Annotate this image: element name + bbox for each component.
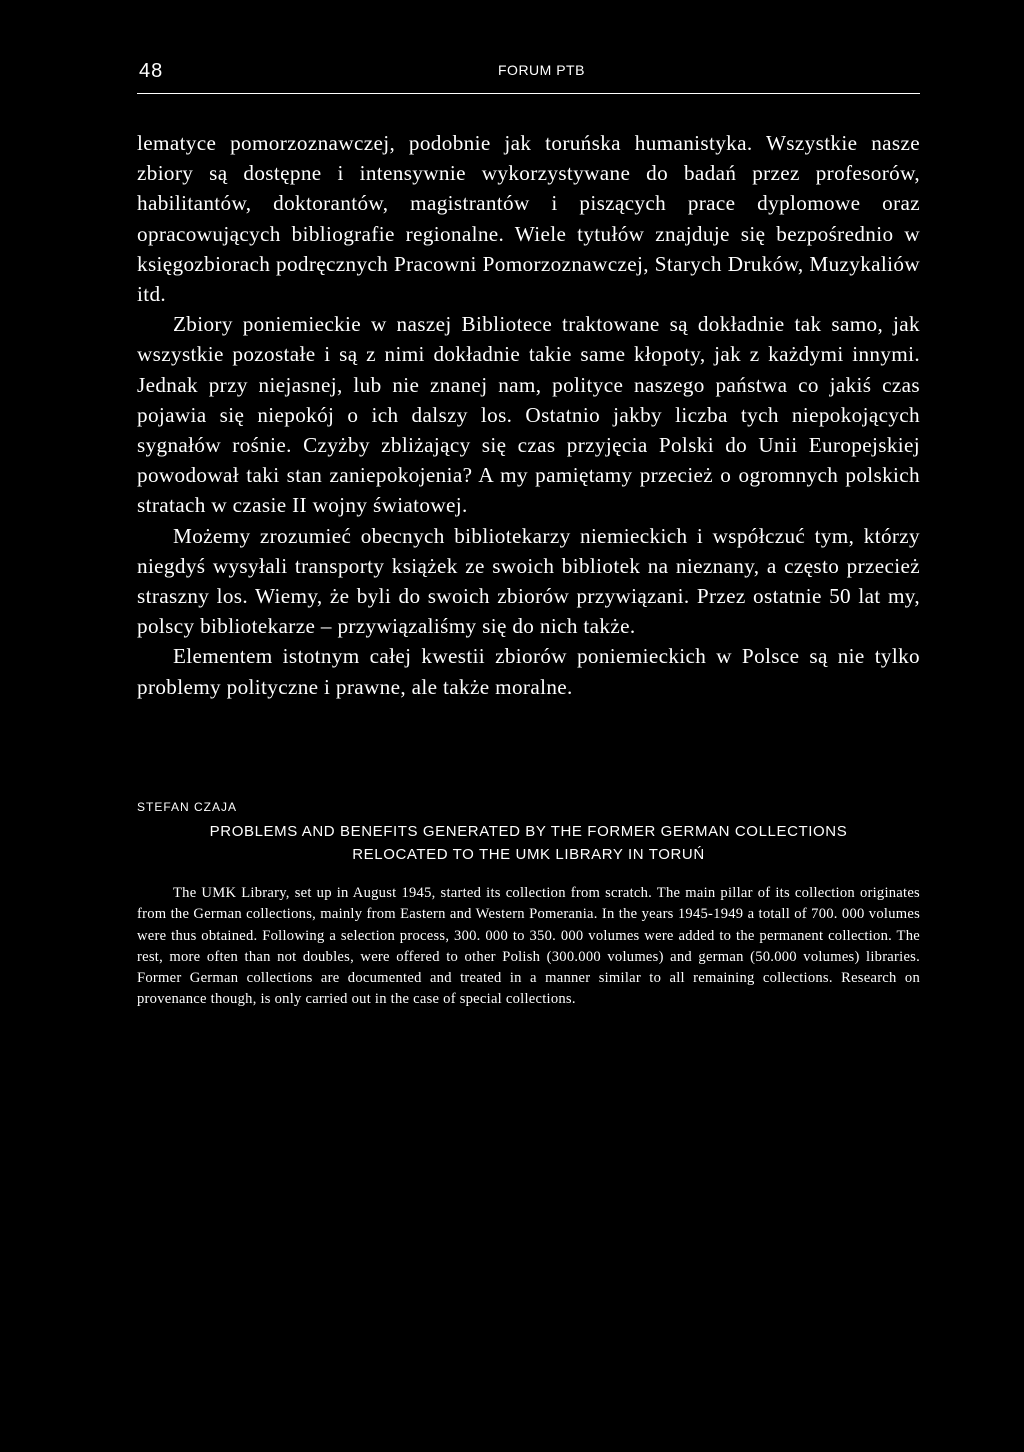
abstract-title (137, 820, 920, 866)
page-number: 48 (139, 60, 164, 82)
abstract-author: STEFAN CZAJA (137, 800, 238, 814)
body-paragraph: Możemy zrozumieć obecnych bibliotekarzy niemieckich i współczuć tym, którzy niegdyś wysyłali transporty książek ze swoich bibliotek na nieznany, a często przecież straszny los. Wiemy, że byli do swoich zbiorów przywiązani. Przez ostatnie 50 lat my, polscy bibliotekarze – przywiązaliśmy się do nich także. (137, 523, 920, 639)
journal-title: FORUM PTB (498, 62, 585, 78)
running-header (137, 58, 920, 88)
body-paragraph: lematyce pomorzoznawczej, podobnie jak toruńska humanistyka. Wszystkie nasze zbiory są dostępne i intensywnie wykorzystywane do badań przez profesorów, habilitantów, doktorantów, magistrantów i piszących prace dyplomowe oraz opracowujących bibliografie regionalne. Wiele tytułów znajduje się bezpośrednio w księgozbiorach podręcznych Pracowni Pomorzoznawczej, Starych Druków, Muzykaliów itd. (137, 131, 920, 307)
abstract-title-line: PROBLEMS AND BENEFITS GENERATED BY THE FORMER GERMAN COLLECTIONS (209, 823, 848, 840)
body-paragraph: Zbiory poniemieckie w naszej Bibliotece traktowane są dokładnie tak samo, jak wszystkie pozostałe i są z nimi dokładnie takie same kłopoty, jak z każdymi innymi. Jednak przy niejasnej, lub nie znanej nam, polityce naszego państwa co jakiś czas pojawia się niepokój o ich dalszy los. Ostatnio jakby liczba tych niepokojących sygnałów rośnie. Czyżby zbliżający się czas przyjęcia Polski do Unii Europejskiej powodował taki stan zaniepokojenia? A my pamiętamy przecież o ogromnych polskich stratach w czasie II wojny światowej. (137, 312, 920, 518)
abstract-title-line: RELOCATED TO THE UMK LIBRARY IN TORUŃ (352, 846, 705, 863)
abstract-paragraph: The UMK Library, set up in August 1945, started its collection from scratch. The main pillar of its collection originates from the German collections, mainly from Eastern and Western Pomerania. In the years 1945-1949 a totall of 700. 000 volumes were thus obtained. Following a selection process, 300. 000 to 350. 000 volumes were added to the permanent collection. The rest, more often than not doubles, were offered to other Polish (300.000 volumes) and german (50.000 volumes) libraries. Former German collections are documented and treated in a manner similar to all remaining collections. Research on provenance though, is only carried out in the case of special collections. (137, 885, 920, 1008)
article-body (137, 128, 920, 702)
body-paragraph: Elementem istotnym całej kwestii zbiorów poniemieckich w Polsce są nie tylko problemy polityczne i prawne, ale także moralne. (137, 644, 920, 699)
abstract-text (137, 883, 920, 1011)
header-divider (137, 93, 920, 94)
